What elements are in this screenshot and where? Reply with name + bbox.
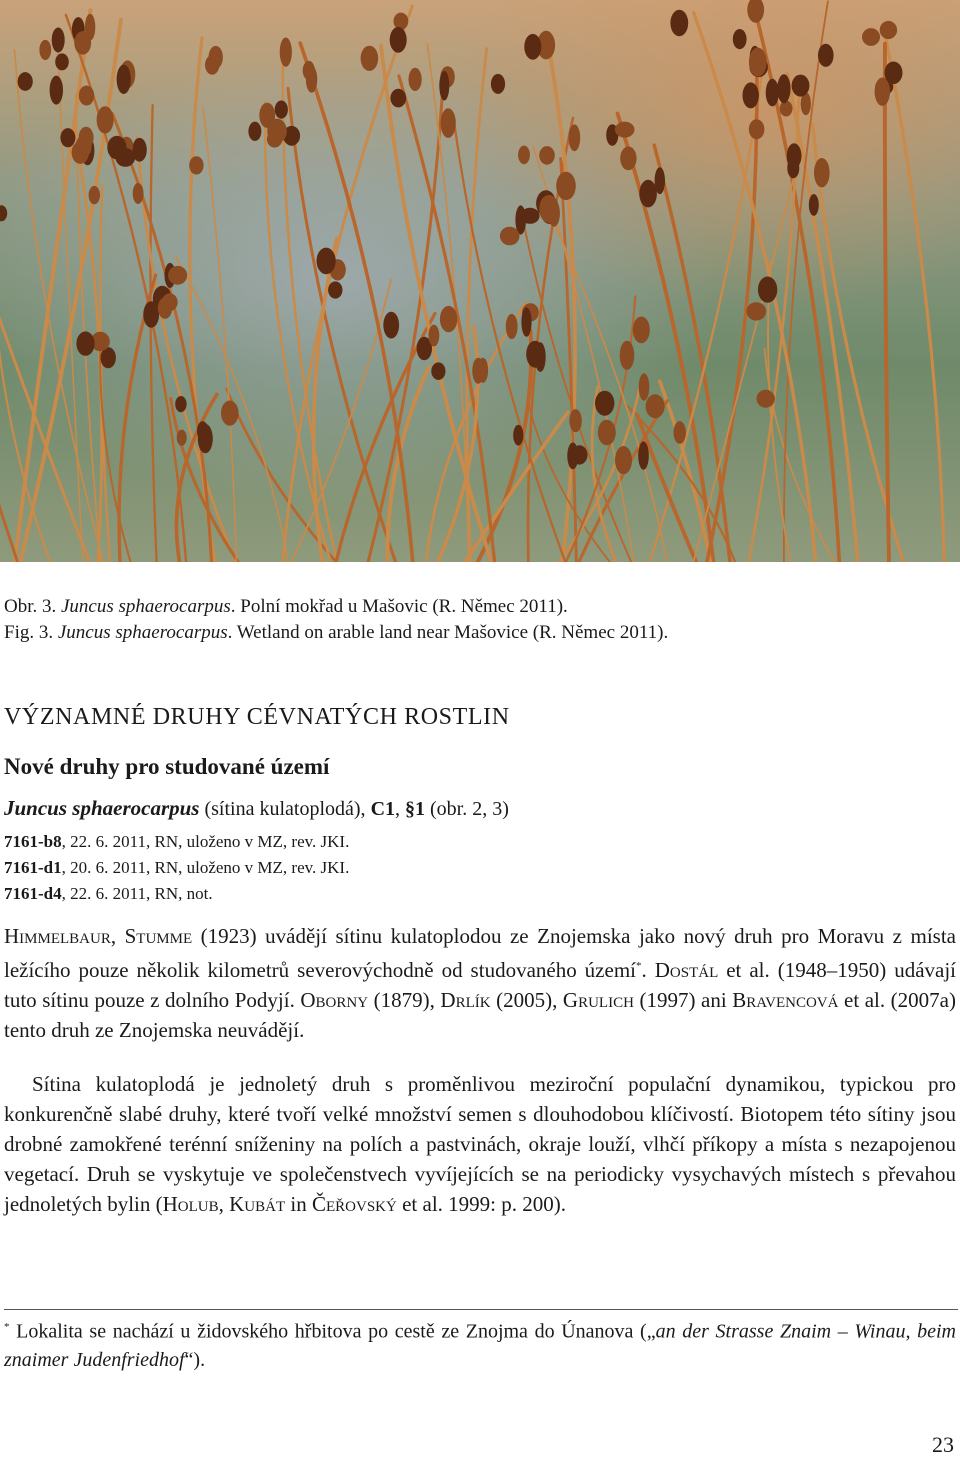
seed-head bbox=[259, 103, 275, 128]
seed-head bbox=[306, 66, 317, 93]
seed-head bbox=[595, 391, 614, 416]
seed-head bbox=[158, 297, 172, 318]
seed-head bbox=[50, 76, 63, 105]
seed-head bbox=[620, 147, 636, 171]
seed-head bbox=[569, 409, 581, 432]
seed-head bbox=[792, 75, 810, 97]
seed-head bbox=[189, 156, 203, 174]
section-heading: VÝZNAMNÉ DRUHY CÉVNATÝCH ROSTLIN bbox=[4, 704, 510, 730]
seed-head bbox=[746, 302, 766, 320]
seed-head bbox=[880, 21, 897, 39]
seed-head bbox=[520, 208, 539, 224]
seed-head bbox=[615, 446, 632, 474]
seed-head bbox=[361, 46, 379, 71]
seed-head bbox=[18, 72, 33, 91]
seed-head bbox=[441, 108, 456, 138]
seed-head bbox=[521, 307, 531, 336]
seed-head bbox=[655, 167, 665, 194]
seed-head bbox=[89, 186, 100, 204]
seed-head bbox=[221, 401, 239, 426]
seed-head bbox=[478, 358, 488, 383]
seed-head bbox=[280, 38, 292, 67]
seed-head bbox=[569, 124, 581, 151]
seed-head bbox=[809, 194, 819, 216]
seed-head bbox=[766, 79, 779, 107]
seed-head bbox=[646, 394, 665, 418]
seed-head bbox=[383, 312, 399, 339]
seed-head bbox=[60, 128, 75, 147]
record-item: 7161-b8, 22. 6. 2011, RN, uloženo v MZ, rev. JKI. bbox=[4, 832, 350, 851]
seed-head bbox=[115, 148, 135, 167]
caption-english: Fig. 3. Juncus sphaerocarpus. Wetland on arable land near Mašovice (R. Němec 2011). bbox=[4, 622, 669, 643]
caption-czech: Obr. 3. Juncus sphaerocarpus. Polní mokřad u Mašovic (R. Němec 2011). bbox=[4, 596, 568, 617]
seed-head bbox=[429, 325, 440, 347]
record-list bbox=[4, 829, 349, 907]
seed-head bbox=[394, 13, 409, 30]
seed-head bbox=[133, 183, 144, 204]
seed-head bbox=[39, 40, 51, 60]
footnote-divider bbox=[4, 1309, 958, 1310]
seed-head bbox=[733, 29, 747, 49]
seed-head bbox=[275, 101, 288, 119]
seed-head bbox=[548, 200, 560, 227]
seed-head bbox=[440, 306, 457, 332]
figure-caption bbox=[4, 594, 668, 646]
seed-head bbox=[97, 106, 114, 133]
species-name: Juncus sphaerocarpus bbox=[4, 796, 200, 820]
seed-head bbox=[567, 443, 578, 470]
seed-head bbox=[55, 53, 69, 70]
seed-head bbox=[439, 71, 449, 101]
seed-head bbox=[205, 55, 219, 75]
seed-head bbox=[743, 82, 759, 108]
seed-head bbox=[506, 314, 518, 339]
seed-head bbox=[777, 74, 790, 103]
seed-head bbox=[620, 341, 635, 370]
seed-head bbox=[539, 146, 555, 165]
seed-head bbox=[526, 341, 544, 368]
seed-head bbox=[175, 396, 186, 412]
seed-head bbox=[749, 119, 765, 139]
seed-head bbox=[862, 28, 880, 46]
seed-head bbox=[814, 158, 830, 187]
seed-head bbox=[598, 420, 616, 446]
seed-head bbox=[615, 122, 635, 138]
record-item: 7161-d4, 22. 6. 2011, RN, not. bbox=[4, 884, 213, 903]
seed-head bbox=[757, 390, 775, 408]
footnote-ref: * bbox=[636, 960, 642, 972]
seed-head bbox=[317, 248, 336, 275]
seed-head bbox=[674, 421, 686, 444]
seed-head bbox=[198, 424, 213, 453]
seed-head bbox=[491, 74, 505, 94]
seed-head bbox=[500, 227, 520, 246]
record-item: 7161-d1, 20. 6. 2011, RN, uloženo v MZ, rev. JKI. bbox=[4, 858, 350, 877]
seed-head bbox=[818, 44, 834, 67]
paragraph-history: Himmelbaur, Stumme (1923) uvádějí sítinu kulatoplodou ze Znojemska jako nový druh pro Moravu z místa ležícího pouze několik kilometrů severovýchodně od studovaného území*. Dostál et al. (1948–1950) udávají tuto sítinu pouze z dolního Podyjí. Oborny (1879), Drlík (2005), Grulich (1997) ani Bravencová et al. (2007a) tento druh ze Znojemska neuvádějí. bbox=[4, 924, 956, 1042]
seed-head bbox=[409, 68, 422, 91]
seed-head bbox=[639, 373, 650, 400]
seed-head bbox=[76, 331, 94, 355]
seed-head bbox=[556, 172, 576, 200]
seed-head bbox=[79, 127, 94, 149]
seed-head bbox=[52, 28, 65, 53]
seed-head bbox=[390, 89, 406, 108]
seed-head bbox=[513, 425, 523, 446]
seed-head bbox=[79, 86, 94, 106]
seed-head bbox=[524, 34, 541, 60]
seed-head bbox=[670, 10, 688, 37]
footnote: * Lokalita se nachází u židovského hřbitova po cestě ze Znojma do Únanova („an der Strasse Znaim – Winau, beim znaimer Judenfriedhof“). bbox=[4, 1320, 956, 1371]
seed-head bbox=[758, 277, 777, 303]
juncus-photo bbox=[0, 0, 960, 562]
page-number: 23 bbox=[932, 1432, 954, 1457]
seed-head bbox=[518, 146, 530, 165]
seed-head bbox=[749, 48, 767, 77]
seed-head bbox=[168, 266, 187, 285]
seed-head bbox=[267, 131, 282, 148]
seed-head bbox=[74, 31, 91, 55]
seed-head bbox=[780, 101, 793, 117]
section-subheading: Nové druhy pro studované území bbox=[4, 754, 330, 779]
paragraph-ecology: Sítina kulatoplodá je jednoletý druh s proměnlivou meziroční populační dynamikou, typickou pro konkurenčně slabé druhy, které tvoří velké množství semen s dlouhodobou klíčivostí. Biotopem této sítiny jsou drobné zamokřené terénní sníženiny na polích a pastvinách, okraje louží, vlhčí příkopy a místa s nezapojenou vegetací. Druh se vyskytuje ve společenstvech vyvíjejících se na periodicky vysychavých místech s převahou jednoletých bylin (Holub, Kubát in Čeřovský et al. 1999: p. 200). bbox=[4, 1072, 956, 1216]
seed-head bbox=[177, 430, 187, 446]
seed-head bbox=[248, 122, 261, 141]
seed-head bbox=[875, 78, 890, 106]
seed-head bbox=[638, 441, 649, 469]
seed-head bbox=[328, 281, 342, 298]
seed-head bbox=[787, 143, 802, 168]
seed-head bbox=[633, 317, 650, 344]
seed-head bbox=[117, 65, 131, 94]
seed-head bbox=[431, 362, 445, 380]
species-entry: Juncus sphaerocarpus (sítina kulatoplodá), C1, §1 (obr. 2, 3) bbox=[4, 796, 509, 820]
seed-head bbox=[639, 180, 657, 208]
seed-head bbox=[390, 27, 407, 53]
